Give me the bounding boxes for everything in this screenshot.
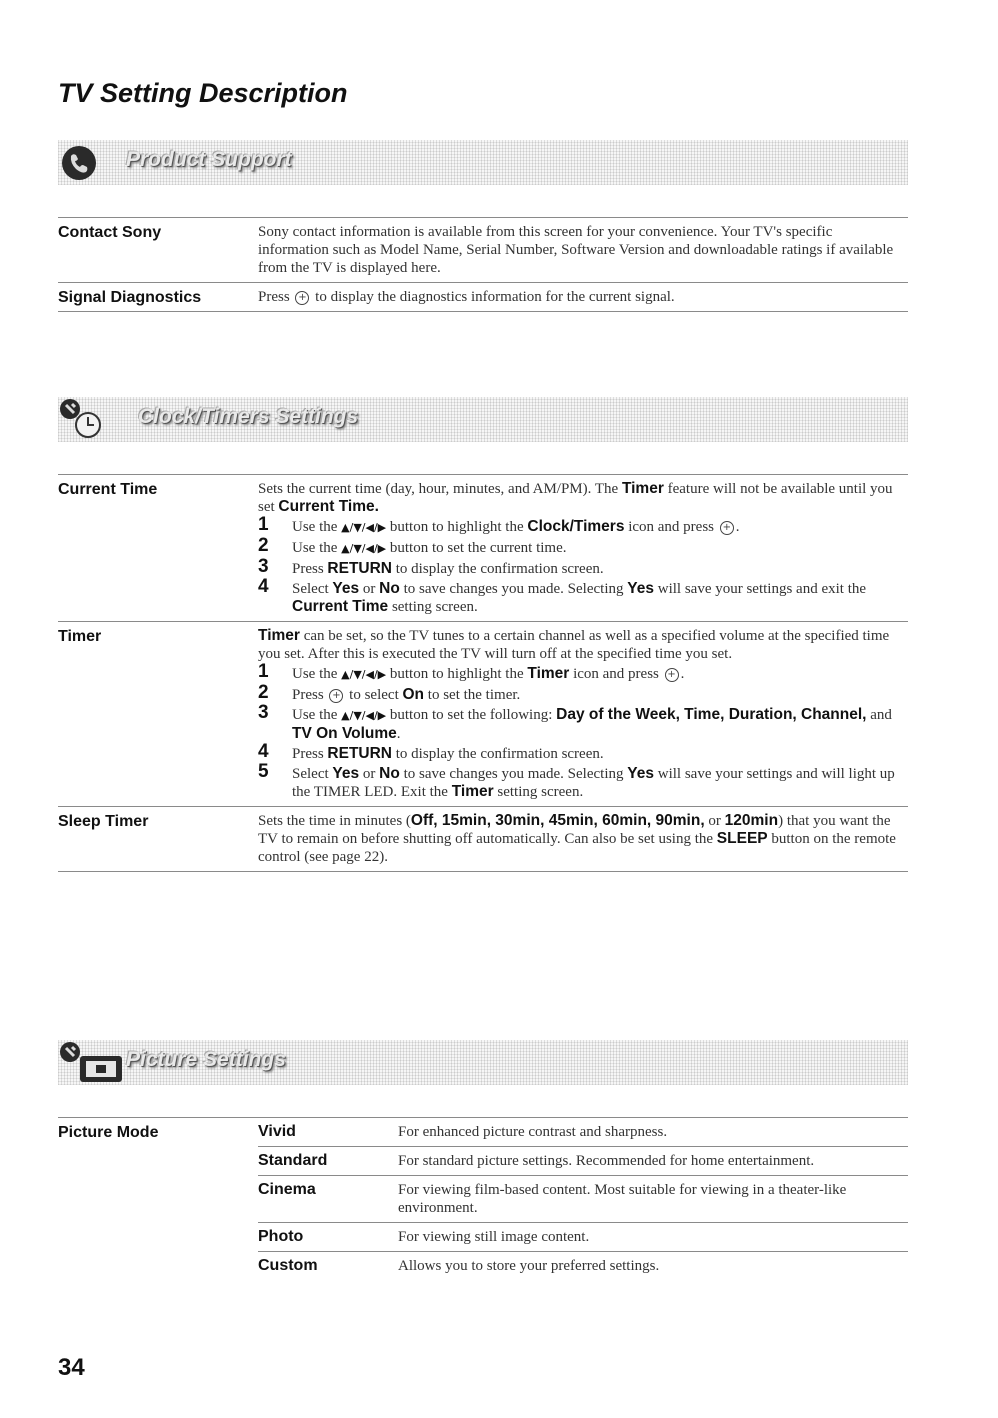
timer-row [58,621,908,806]
timer-step-3: 3 Use the ▲/▼/◀/▶ button to set the following: Day of the Week, Time, Duration, Channel, and TV On Volume. [258,702,892,742]
timer-term: Timer [58,628,102,645]
product-support-banner [58,140,908,185]
current-time-step-1: 1 Use the ▲/▼/◀/▶ button to highlight the Clock/Timers icon and press + . [258,514,740,535]
timer-step-1: 1 Use the ▲/▼/◀/▶ button to highlight the Timer icon and press + . [258,661,685,682]
sleep-timer-term: Sleep Timer [58,813,149,830]
picture-settings-heading: Picture Settings [126,1048,286,1071]
arrow-keys-icon: ▲/▼/◀/▶ [341,709,387,722]
contact-sony-desc: Sony contact information is available from this screen for your convenience. Your TV's specific information such as Model Name, Serial Number, Software Version and downloadable ratings if available from the TV is displayed here. [258,224,894,276]
timer-step-4: 4 Press RETURN to display the confirmation screen. [258,741,604,762]
signal-diagnostics-term: Signal Diagnostics [58,289,202,306]
signal-diagnostics-row [58,282,908,312]
picture-mode-option [258,1175,908,1222]
arrow-keys-icon: ▲/▼/◀/▶ [341,668,387,681]
contact-sony-term: Contact Sony [58,224,162,241]
picture-mode-options [258,1118,908,1280]
page-title: TV Setting Description [58,78,348,108]
timer-desc: Timer can be set, so the TV tunes to a certain channel as well as a specified volume at the specified time you set. After this is executed the TV will turn off at the specified time you set. 1 Use the ▲/▼/◀/▶ button to highlight the Timer icon and press + . 2 Press + to select On to set the timer. 3 Use the ▲/▼/◀/▶ button to set the following: Day of the Week, Time, Duration, Channel, and TV On Volume. 4 Press RETURN to display the confirmation screen. 5 Select Yes or No to save changes you made. Selecting Yes will save your settings and will light up the TIMER LED. Exit the Timer setting screen. [258,627,903,801]
enter-button-icon: + [720,521,734,535]
option-desc: Allows you to store your preferred settings. [398,1258,660,1274]
product-support-section [58,217,908,312]
wrench-picture-icon [58,1040,130,1085]
page-number: 34 [58,1354,85,1381]
phone-support-icon [60,144,98,182]
picture-mode-option [258,1222,908,1251]
clock-timers-section [58,474,908,872]
timer-step-5: 5 Select Yes or No to save changes you made. Selecting Yes will save your settings and will light up the TIMER LED. Exit the Timer setting screen. [258,761,895,800]
contact-sony-row [58,217,908,282]
current-time-step-2: 2 Use the ▲/▼/◀/▶ button to set the current time. [258,535,567,556]
picture-settings-banner [58,1040,908,1085]
option-name: Photo [258,1228,304,1245]
picture-mode-term: Picture Mode [58,1124,159,1141]
option-desc: For viewing still image content. [398,1229,590,1245]
timer-step-2: 2 Press + to select On to set the timer. [258,682,521,703]
current-time-term: Current Time [58,481,158,498]
option-name: Vivid [258,1123,296,1140]
sleep-timer-desc: Sets the time in minutes (Off, 15min, 30min, 45min, 60min, 90min, or 120min) that you want the TV to remain on before shutting off automatically. Can also be set using the SLEEP button on the remote control (see page 22). [258,812,896,865]
option-desc: For standard picture settings. Recommended for home entertainment. [398,1153,815,1169]
option-name: Standard [258,1152,328,1169]
arrow-keys-icon: ▲/▼/◀/▶ [341,521,387,534]
picture-mode-option [258,1118,908,1146]
current-time-row [58,474,908,621]
arrow-keys-icon: ▲/▼/◀/▶ [341,542,387,555]
wrench-clock-icon [58,397,106,442]
picture-mode-option [258,1146,908,1175]
option-desc: For viewing film-based content. Most suitable for viewing in a theater-like environment. [398,1182,847,1216]
current-time-step-4: 4 Select Yes or No to save changes you made. Selecting Yes will save your settings and exit the Current Time setting screen. [258,576,867,615]
signal-diagnostics-desc: Press + to display the diagnostics information for the current signal. [258,289,675,305]
enter-button-icon: + [329,689,343,703]
picture-mode-row [58,1117,908,1280]
current-time-step-3: 3 Press RETURN to display the confirmation screen. [258,556,604,577]
option-desc: For enhanced picture contrast and sharpness. [398,1124,668,1140]
enter-button-icon: + [665,668,679,682]
current-time-desc: Sets the current time (day, hour, minutes, and AM/PM). The Timer feature will not be available until you set Current Time. 1 Use the ▲/▼/◀/▶ button to highlight the Clock/Timers icon and press + . 2 Use the ▲/▼/◀/▶ button to set the current time. 3 Press RETURN to display the confirmation screen. 4 Select Yes or No to save changes you made. Selecting Yes will save your settings and exit the Current Time setting screen. [258,480,903,616]
option-name: Cinema [258,1181,316,1198]
option-name: Custom [258,1257,318,1274]
picture-mode-option [258,1251,908,1280]
sleep-timer-row [58,806,908,872]
picture-settings-section [58,1117,908,1280]
clock-timers-heading: Clock/Timers Settings [138,405,359,428]
product-support-heading: Product Support [126,148,292,171]
clock-timers-banner [58,397,908,442]
enter-button-icon: + [295,291,309,305]
